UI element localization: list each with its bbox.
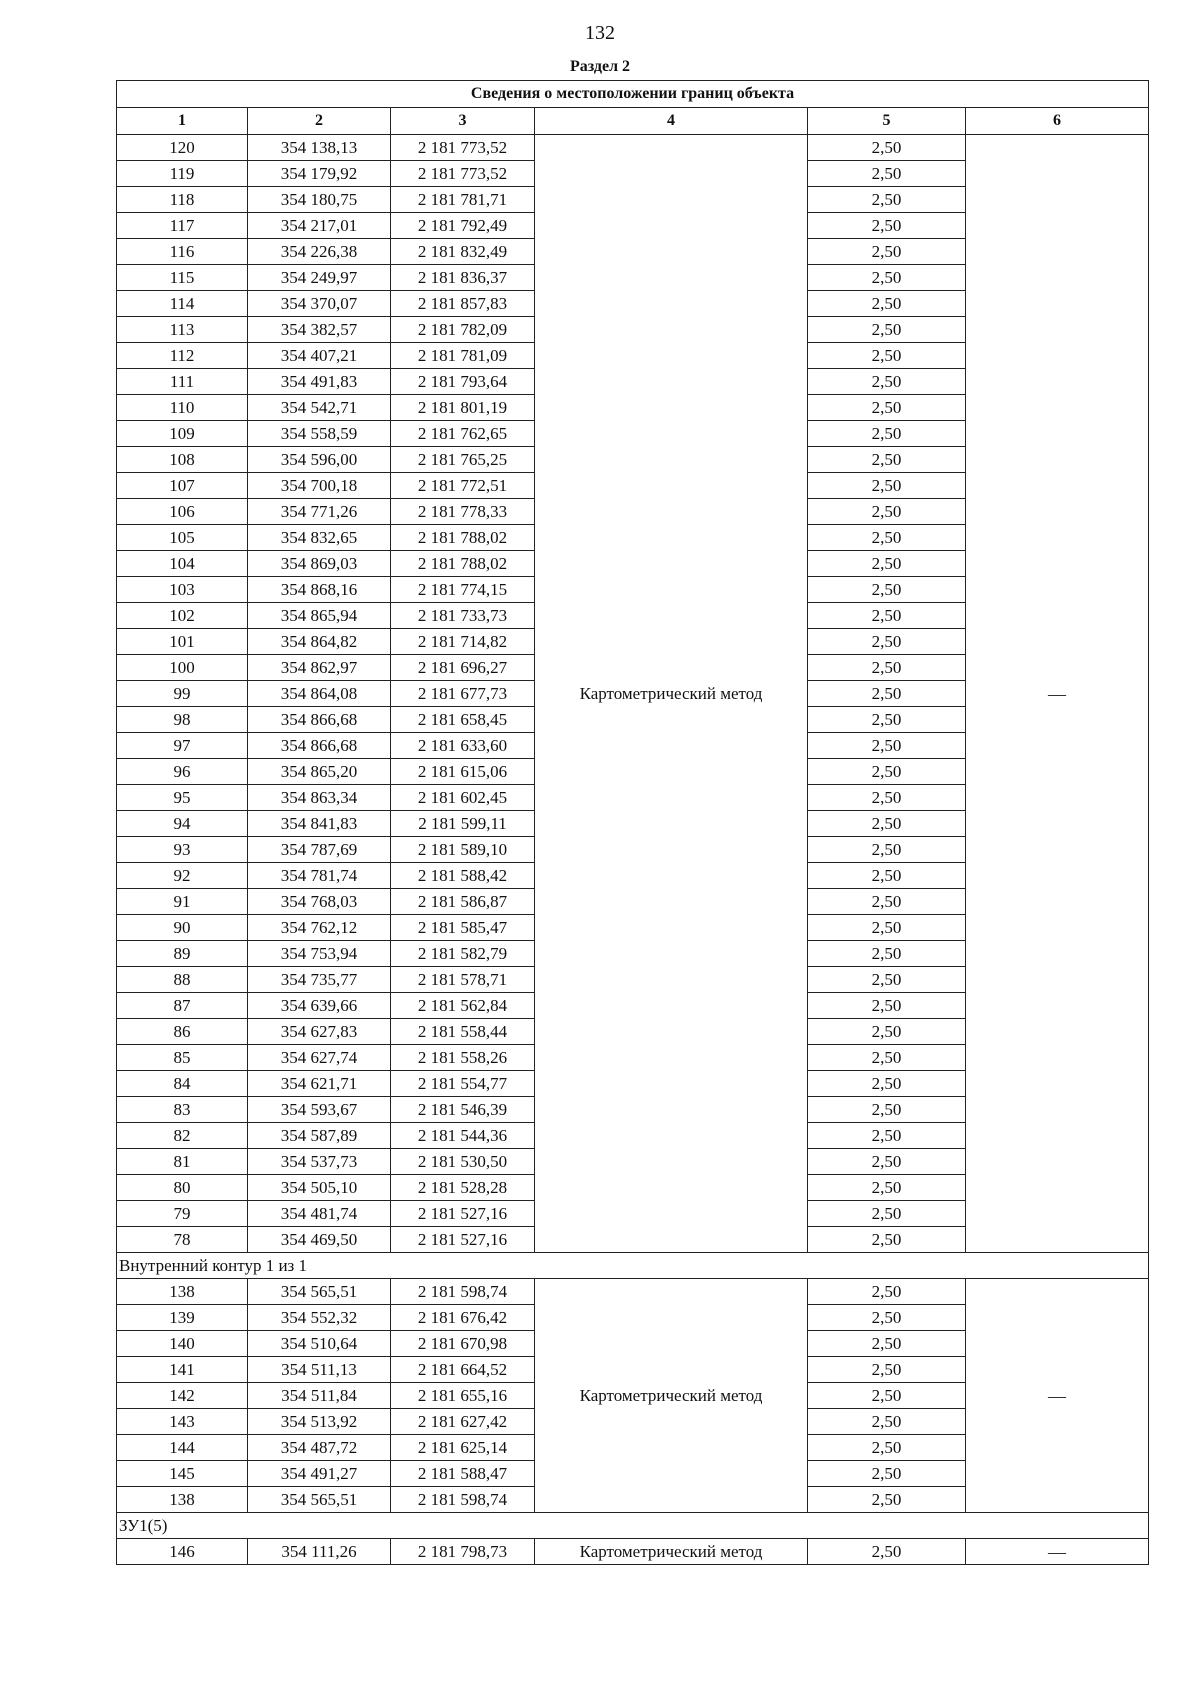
- x-coordinate-cell: 354 787,69: [248, 837, 391, 863]
- accuracy-cell: 2,50: [808, 1331, 966, 1357]
- point-number-cell: 120: [117, 135, 248, 161]
- table-caption-row: [117, 81, 1149, 108]
- table-body: [117, 81, 1149, 1565]
- x-coordinate-cell: 354 596,00: [248, 447, 391, 473]
- accuracy-cell: 2,50: [808, 1045, 966, 1071]
- y-coordinate-cell: 2 181 598,74: [391, 1487, 535, 1513]
- point-number-cell: 114: [117, 291, 248, 317]
- x-coordinate-cell: 354 868,16: [248, 577, 391, 603]
- x-coordinate-cell: 354 481,74: [248, 1201, 391, 1227]
- x-coordinate-cell: 354 863,34: [248, 785, 391, 811]
- accuracy-cell: 2,50: [808, 551, 966, 577]
- point-number-cell: 108: [117, 447, 248, 473]
- accuracy-cell: 2,50: [808, 291, 966, 317]
- accuracy-cell: 2,50: [808, 1435, 966, 1461]
- y-coordinate-cell: 2 181 658,45: [391, 707, 535, 733]
- x-coordinate-cell: 354 487,72: [248, 1435, 391, 1461]
- point-number-cell: 82: [117, 1123, 248, 1149]
- y-coordinate-cell: 2 181 615,06: [391, 759, 535, 785]
- x-coordinate-cell: 354 587,89: [248, 1123, 391, 1149]
- point-number-cell: 87: [117, 993, 248, 1019]
- accuracy-cell: 2,50: [808, 395, 966, 421]
- accuracy-cell: 2,50: [808, 421, 966, 447]
- y-coordinate-cell: 2 181 562,84: [391, 993, 535, 1019]
- y-coordinate-cell: 2 181 832,49: [391, 239, 535, 265]
- method-cell: Картометрический метод: [535, 1539, 808, 1565]
- y-coordinate-cell: 2 181 792,49: [391, 213, 535, 239]
- y-coordinate-cell: 2 181 527,16: [391, 1201, 535, 1227]
- accuracy-cell: 2,50: [808, 655, 966, 681]
- y-coordinate-cell: 2 181 544,36: [391, 1123, 535, 1149]
- accuracy-cell: 2,50: [808, 1539, 966, 1565]
- point-number-cell: 94: [117, 811, 248, 837]
- point-number-cell: 96: [117, 759, 248, 785]
- point-number-cell: 86: [117, 1019, 248, 1045]
- point-number-cell: 102: [117, 603, 248, 629]
- point-number-cell: 105: [117, 525, 248, 551]
- x-coordinate-cell: 354 753,94: [248, 941, 391, 967]
- point-number-cell: 142: [117, 1383, 248, 1409]
- point-number-cell: 145: [117, 1461, 248, 1487]
- accuracy-cell: 2,50: [808, 499, 966, 525]
- table-header-row: [117, 108, 1149, 135]
- accuracy-cell: 2,50: [808, 265, 966, 291]
- accuracy-cell: 2,50: [808, 1487, 966, 1513]
- y-coordinate-cell: 2 181 598,74: [391, 1279, 535, 1305]
- y-coordinate-cell: 2 181 801,19: [391, 395, 535, 421]
- accuracy-cell: 2,50: [808, 577, 966, 603]
- point-number-cell: 111: [117, 369, 248, 395]
- accuracy-cell: 2,50: [808, 1019, 966, 1045]
- x-coordinate-cell: 354 841,83: [248, 811, 391, 837]
- x-coordinate-cell: 354 565,51: [248, 1487, 391, 1513]
- x-coordinate-cell: 354 862,97: [248, 655, 391, 681]
- y-coordinate-cell: 2 181 585,47: [391, 915, 535, 941]
- x-coordinate-cell: 354 565,51: [248, 1279, 391, 1305]
- x-coordinate-cell: 354 513,92: [248, 1409, 391, 1435]
- accuracy-cell: 2,50: [808, 1123, 966, 1149]
- x-coordinate-cell: 354 593,67: [248, 1097, 391, 1123]
- group-label: ЗУ1(5): [117, 1513, 1149, 1539]
- column-header-6: 6: [966, 108, 1149, 135]
- accuracy-cell: 2,50: [808, 369, 966, 395]
- y-coordinate-cell: 2 181 588,42: [391, 863, 535, 889]
- page-number: 132: [585, 22, 615, 44]
- x-coordinate-cell: 354 558,59: [248, 421, 391, 447]
- accuracy-cell: 2,50: [808, 1409, 966, 1435]
- point-number-cell: 97: [117, 733, 248, 759]
- point-number-cell: 109: [117, 421, 248, 447]
- x-coordinate-cell: 354 505,10: [248, 1175, 391, 1201]
- point-number-cell: 100: [117, 655, 248, 681]
- accuracy-cell: 2,50: [808, 1201, 966, 1227]
- point-number-cell: 91: [117, 889, 248, 915]
- x-coordinate-cell: 354 226,38: [248, 239, 391, 265]
- x-coordinate-cell: 354 138,13: [248, 135, 391, 161]
- point-number-cell: 85: [117, 1045, 248, 1071]
- point-number-cell: 95: [117, 785, 248, 811]
- x-coordinate-cell: 354 865,94: [248, 603, 391, 629]
- point-number-cell: 144: [117, 1435, 248, 1461]
- y-coordinate-cell: 2 181 670,98: [391, 1331, 535, 1357]
- y-coordinate-cell: 2 181 762,65: [391, 421, 535, 447]
- accuracy-cell: 2,50: [808, 525, 966, 551]
- y-coordinate-cell: 2 181 781,09: [391, 343, 535, 369]
- accuracy-cell: 2,50: [808, 707, 966, 733]
- x-coordinate-cell: 354 180,75: [248, 187, 391, 213]
- x-coordinate-cell: 354 735,77: [248, 967, 391, 993]
- x-coordinate-cell: 354 537,73: [248, 1149, 391, 1175]
- point-number-cell: 107: [117, 473, 248, 499]
- y-coordinate-cell: 2 181 782,09: [391, 317, 535, 343]
- y-coordinate-cell: 2 181 582,79: [391, 941, 535, 967]
- accuracy-cell: 2,50: [808, 785, 966, 811]
- y-coordinate-cell: 2 181 589,10: [391, 837, 535, 863]
- y-coordinate-cell: 2 181 772,51: [391, 473, 535, 499]
- accuracy-cell: 2,50: [808, 213, 966, 239]
- y-coordinate-cell: 2 181 798,73: [391, 1539, 535, 1565]
- column-header-2: 2: [248, 108, 391, 135]
- y-coordinate-cell: 2 181 836,37: [391, 265, 535, 291]
- y-coordinate-cell: 2 181 599,11: [391, 811, 535, 837]
- accuracy-cell: 2,50: [808, 967, 966, 993]
- point-number-cell: 119: [117, 161, 248, 187]
- x-coordinate-cell: 354 627,83: [248, 1019, 391, 1045]
- x-coordinate-cell: 354 832,65: [248, 525, 391, 551]
- section-title: Раздел 2: [569, 58, 631, 75]
- point-number-cell: 106: [117, 499, 248, 525]
- method-cell: Картометрический метод: [535, 135, 808, 1253]
- point-number-cell: 83: [117, 1097, 248, 1123]
- point-number-cell: 104: [117, 551, 248, 577]
- y-coordinate-cell: 2 181 765,25: [391, 447, 535, 473]
- x-coordinate-cell: 354 491,27: [248, 1461, 391, 1487]
- y-coordinate-cell: 2 181 546,39: [391, 1097, 535, 1123]
- accuracy-cell: 2,50: [808, 1279, 966, 1305]
- point-number-cell: 118: [117, 187, 248, 213]
- accuracy-cell: 2,50: [808, 1149, 966, 1175]
- accuracy-cell: 2,50: [808, 161, 966, 187]
- y-coordinate-cell: 2 181 655,16: [391, 1383, 535, 1409]
- point-number-cell: 116: [117, 239, 248, 265]
- column-header-3: 3: [391, 108, 535, 135]
- point-number-cell: 143: [117, 1409, 248, 1435]
- y-coordinate-cell: 2 181 677,73: [391, 681, 535, 707]
- note-cell: —: [966, 1279, 1149, 1513]
- column-header-4: 4: [535, 108, 808, 135]
- x-coordinate-cell: 354 869,03: [248, 551, 391, 577]
- accuracy-cell: 2,50: [808, 759, 966, 785]
- point-number-cell: 89: [117, 941, 248, 967]
- y-coordinate-cell: 2 181 857,83: [391, 291, 535, 317]
- x-coordinate-cell: 354 511,13: [248, 1357, 391, 1383]
- column-header-1: 1: [117, 108, 248, 135]
- y-coordinate-cell: 2 181 528,28: [391, 1175, 535, 1201]
- point-number-cell: 117: [117, 213, 248, 239]
- table-row: [117, 1539, 1149, 1565]
- point-number-cell: 113: [117, 317, 248, 343]
- x-coordinate-cell: 354 771,26: [248, 499, 391, 525]
- x-coordinate-cell: 354 217,01: [248, 213, 391, 239]
- y-coordinate-cell: 2 181 627,42: [391, 1409, 535, 1435]
- x-coordinate-cell: 354 510,64: [248, 1331, 391, 1357]
- table-caption: Сведения о местоположении границ объекта: [117, 81, 1149, 108]
- x-coordinate-cell: 354 781,74: [248, 863, 391, 889]
- x-coordinate-cell: 354 111,26: [248, 1539, 391, 1565]
- y-coordinate-cell: 2 181 714,82: [391, 629, 535, 655]
- accuracy-cell: 2,50: [808, 1227, 966, 1253]
- accuracy-cell: 2,50: [808, 447, 966, 473]
- x-coordinate-cell: 354 865,20: [248, 759, 391, 785]
- y-coordinate-cell: 2 181 558,26: [391, 1045, 535, 1071]
- x-coordinate-cell: 354 639,66: [248, 993, 391, 1019]
- point-number-cell: 84: [117, 1071, 248, 1097]
- y-coordinate-cell: 2 181 696,27: [391, 655, 535, 681]
- accuracy-cell: 2,50: [808, 135, 966, 161]
- x-coordinate-cell: 354 627,74: [248, 1045, 391, 1071]
- accuracy-cell: 2,50: [808, 837, 966, 863]
- accuracy-cell: 2,50: [808, 811, 966, 837]
- accuracy-cell: 2,50: [808, 1357, 966, 1383]
- table-row: [117, 135, 1149, 161]
- point-number-cell: 138: [117, 1279, 248, 1305]
- accuracy-cell: 2,50: [808, 889, 966, 915]
- accuracy-cell: 2,50: [808, 915, 966, 941]
- y-coordinate-cell: 2 181 793,64: [391, 369, 535, 395]
- accuracy-cell: 2,50: [808, 1071, 966, 1097]
- point-number-cell: 139: [117, 1305, 248, 1331]
- point-number-cell: 103: [117, 577, 248, 603]
- y-coordinate-cell: 2 181 527,16: [391, 1227, 535, 1253]
- point-number-cell: 112: [117, 343, 248, 369]
- boundary-coordinates-table: [116, 80, 1149, 1565]
- y-coordinate-cell: 2 181 773,52: [391, 135, 535, 161]
- y-coordinate-cell: 2 181 664,52: [391, 1357, 535, 1383]
- accuracy-cell: 2,50: [808, 993, 966, 1019]
- point-number-cell: 146: [117, 1539, 248, 1565]
- y-coordinate-cell: 2 181 773,52: [391, 161, 535, 187]
- x-coordinate-cell: 354 491,83: [248, 369, 391, 395]
- x-coordinate-cell: 354 552,32: [248, 1305, 391, 1331]
- note-cell: —: [966, 135, 1149, 1253]
- x-coordinate-cell: 354 768,03: [248, 889, 391, 915]
- accuracy-cell: 2,50: [808, 863, 966, 889]
- point-number-cell: 138: [117, 1487, 248, 1513]
- accuracy-cell: 2,50: [808, 1461, 966, 1487]
- accuracy-cell: 2,50: [808, 1305, 966, 1331]
- x-coordinate-cell: 354 542,71: [248, 395, 391, 421]
- y-coordinate-cell: 2 181 588,47: [391, 1461, 535, 1487]
- table-row: [117, 1279, 1149, 1305]
- accuracy-cell: 2,50: [808, 473, 966, 499]
- point-number-cell: 141: [117, 1357, 248, 1383]
- x-coordinate-cell: 354 407,21: [248, 343, 391, 369]
- point-number-cell: 78: [117, 1227, 248, 1253]
- group-label-row: [117, 1513, 1149, 1539]
- x-coordinate-cell: 354 762,12: [248, 915, 391, 941]
- y-coordinate-cell: 2 181 578,71: [391, 967, 535, 993]
- y-coordinate-cell: 2 181 781,71: [391, 187, 535, 213]
- x-coordinate-cell: 354 249,97: [248, 265, 391, 291]
- point-number-cell: 140: [117, 1331, 248, 1357]
- x-coordinate-cell: 354 370,07: [248, 291, 391, 317]
- y-coordinate-cell: 2 181 530,50: [391, 1149, 535, 1175]
- point-number-cell: 115: [117, 265, 248, 291]
- note-cell: —: [966, 1539, 1149, 1565]
- point-number-cell: 110: [117, 395, 248, 421]
- group-label-row: [117, 1253, 1149, 1279]
- accuracy-cell: 2,50: [808, 1097, 966, 1123]
- accuracy-cell: 2,50: [808, 603, 966, 629]
- point-number-cell: 88: [117, 967, 248, 993]
- y-coordinate-cell: 2 181 733,73: [391, 603, 535, 629]
- y-coordinate-cell: 2 181 625,14: [391, 1435, 535, 1461]
- x-coordinate-cell: 354 700,18: [248, 473, 391, 499]
- x-coordinate-cell: 354 179,92: [248, 161, 391, 187]
- y-coordinate-cell: 2 181 554,77: [391, 1071, 535, 1097]
- y-coordinate-cell: 2 181 633,60: [391, 733, 535, 759]
- x-coordinate-cell: 354 864,82: [248, 629, 391, 655]
- method-cell: Картометрический метод: [535, 1279, 808, 1513]
- y-coordinate-cell: 2 181 586,87: [391, 889, 535, 915]
- x-coordinate-cell: 354 382,57: [248, 317, 391, 343]
- x-coordinate-cell: 354 469,50: [248, 1227, 391, 1253]
- point-number-cell: 81: [117, 1149, 248, 1175]
- point-number-cell: 93: [117, 837, 248, 863]
- x-coordinate-cell: 354 866,68: [248, 733, 391, 759]
- accuracy-cell: 2,50: [808, 187, 966, 213]
- x-coordinate-cell: 354 864,08: [248, 681, 391, 707]
- accuracy-cell: 2,50: [808, 317, 966, 343]
- accuracy-cell: 2,50: [808, 941, 966, 967]
- point-number-cell: 92: [117, 863, 248, 889]
- point-number-cell: 99: [117, 681, 248, 707]
- point-number-cell: 79: [117, 1201, 248, 1227]
- y-coordinate-cell: 2 181 774,15: [391, 577, 535, 603]
- point-number-cell: 90: [117, 915, 248, 941]
- accuracy-cell: 2,50: [808, 629, 966, 655]
- point-number-cell: 98: [117, 707, 248, 733]
- point-number-cell: 80: [117, 1175, 248, 1201]
- y-coordinate-cell: 2 181 778,33: [391, 499, 535, 525]
- y-coordinate-cell: 2 181 602,45: [391, 785, 535, 811]
- accuracy-cell: 2,50: [808, 1175, 966, 1201]
- y-coordinate-cell: 2 181 788,02: [391, 551, 535, 577]
- accuracy-cell: 2,50: [808, 733, 966, 759]
- y-coordinate-cell: 2 181 788,02: [391, 525, 535, 551]
- y-coordinate-cell: 2 181 676,42: [391, 1305, 535, 1331]
- point-number-cell: 101: [117, 629, 248, 655]
- accuracy-cell: 2,50: [808, 1383, 966, 1409]
- x-coordinate-cell: 354 621,71: [248, 1071, 391, 1097]
- accuracy-cell: 2,50: [808, 681, 966, 707]
- accuracy-cell: 2,50: [808, 239, 966, 265]
- group-label: Внутренний контур 1 из 1: [117, 1253, 1149, 1279]
- column-header-5: 5: [808, 108, 966, 135]
- x-coordinate-cell: 354 866,68: [248, 707, 391, 733]
- x-coordinate-cell: 354 511,84: [248, 1383, 391, 1409]
- accuracy-cell: 2,50: [808, 343, 966, 369]
- y-coordinate-cell: 2 181 558,44: [391, 1019, 535, 1045]
